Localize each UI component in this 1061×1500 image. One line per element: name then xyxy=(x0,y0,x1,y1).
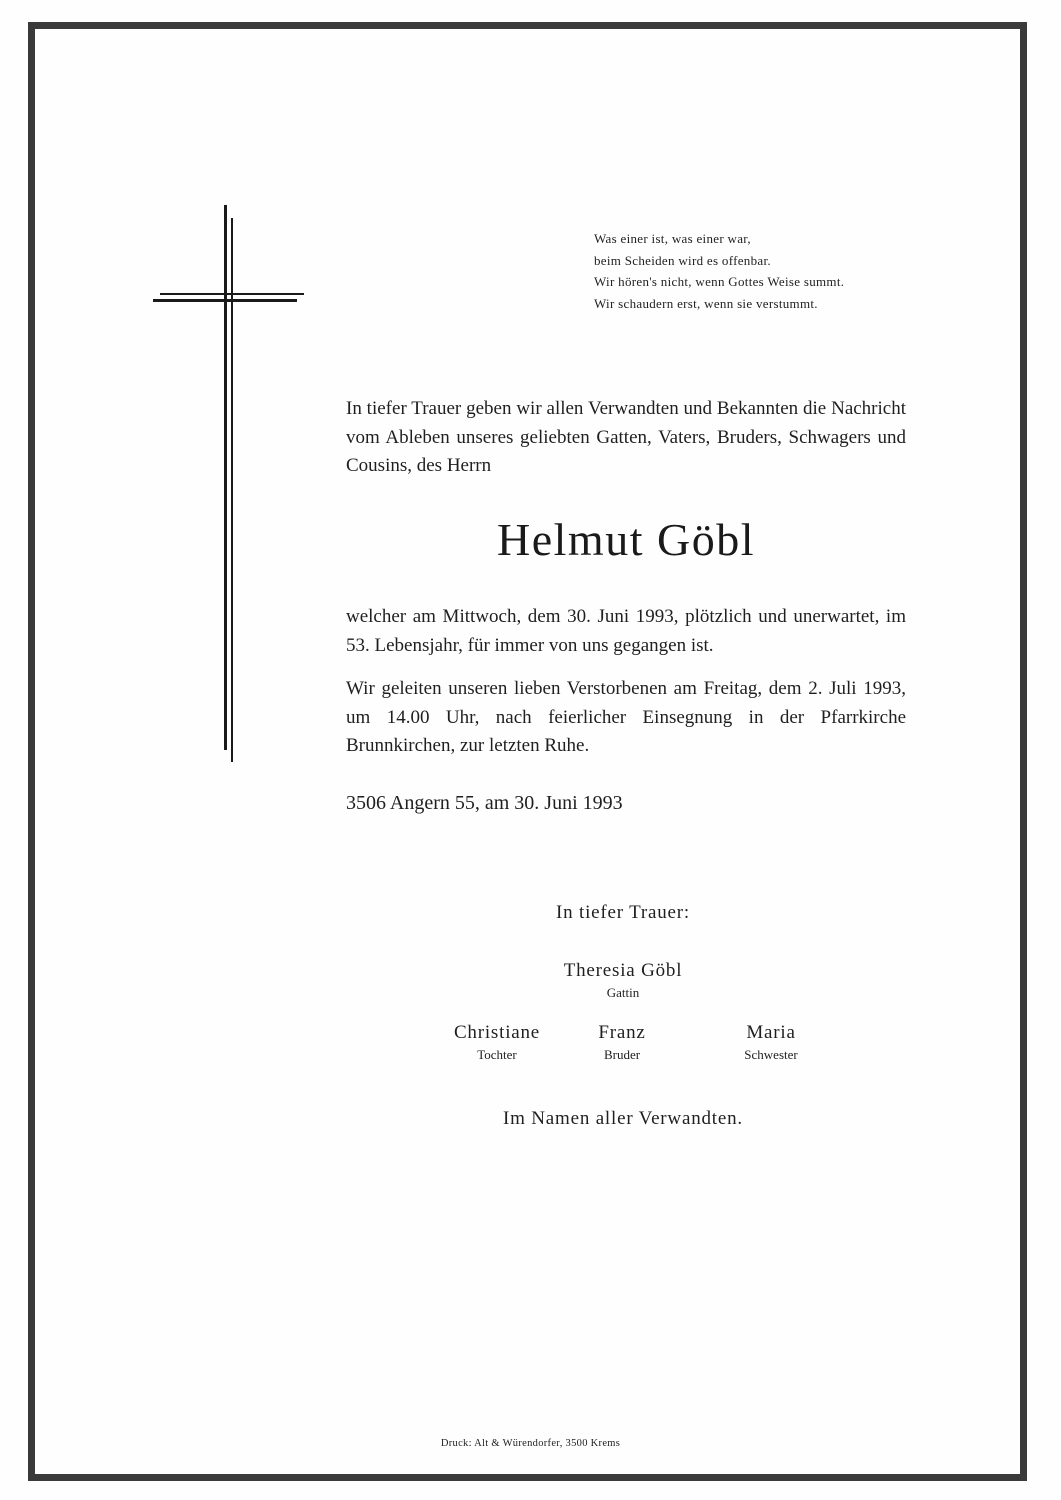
poem-line: Was einer ist, was einer war, xyxy=(594,231,751,246)
closing-line: Im Namen aller Verwandten. xyxy=(503,1108,743,1129)
mourner-role: Tochter xyxy=(477,1047,517,1062)
poem-line: Wir schaudern erst, wenn sie verstummt. xyxy=(594,295,818,311)
poem-line: Wir hören's nicht, wenn Gottes Weise summt. xyxy=(594,274,845,289)
mourner-role: Schwester xyxy=(744,1047,798,1062)
place-date: 3506 Angern 55, am 30. Juni 1993 xyxy=(346,792,623,814)
intro-paragraph: In tiefer Trauer geben wir allen Verwandten und Bekannten die Nachricht vom Ableben unseres geliebten Gatten, Vaters, Bruders, Schwagers und Cousins, des Herrn xyxy=(346,398,906,476)
poem-verse xyxy=(594,228,844,314)
mourner-role: Bruder xyxy=(603,1047,641,1062)
mourner-sister xyxy=(671,1022,871,1063)
mourning-heading: In tiefer Trauer: xyxy=(556,902,690,923)
mourner-name: Theresia Göbl xyxy=(563,960,683,981)
funeral-paragraph: Wir geleiten unseren lieben Verstorbenen am Freitag, dem 2. Juli 1993, um 14.00 Uhr, nach feierlicher Einsegnung in der Pfarrkirche Brunnkirchen, zur letzten Ruhe. xyxy=(346,678,906,756)
death-paragraph: welcher am Mittwoch, dem 30. Juni 1993, plötzlich und unerwartet, im 53. Lebensjahr, für immer von uns gegangen ist. xyxy=(346,606,906,656)
mourner-name: Christiane xyxy=(453,1022,541,1043)
mourner-widow xyxy=(523,960,723,1001)
printer-imprint: Druck: Alt & Würendorfer, 3500 Krems xyxy=(440,1438,621,1449)
mourner-name: Franz xyxy=(598,1022,646,1043)
deceased-name: Helmut Göbl xyxy=(497,514,755,565)
mourner-role: Gattin xyxy=(606,985,640,1000)
poem-line: beim Scheiden wird es offenbar. xyxy=(594,252,771,268)
mourner-name: Maria xyxy=(746,1022,796,1043)
